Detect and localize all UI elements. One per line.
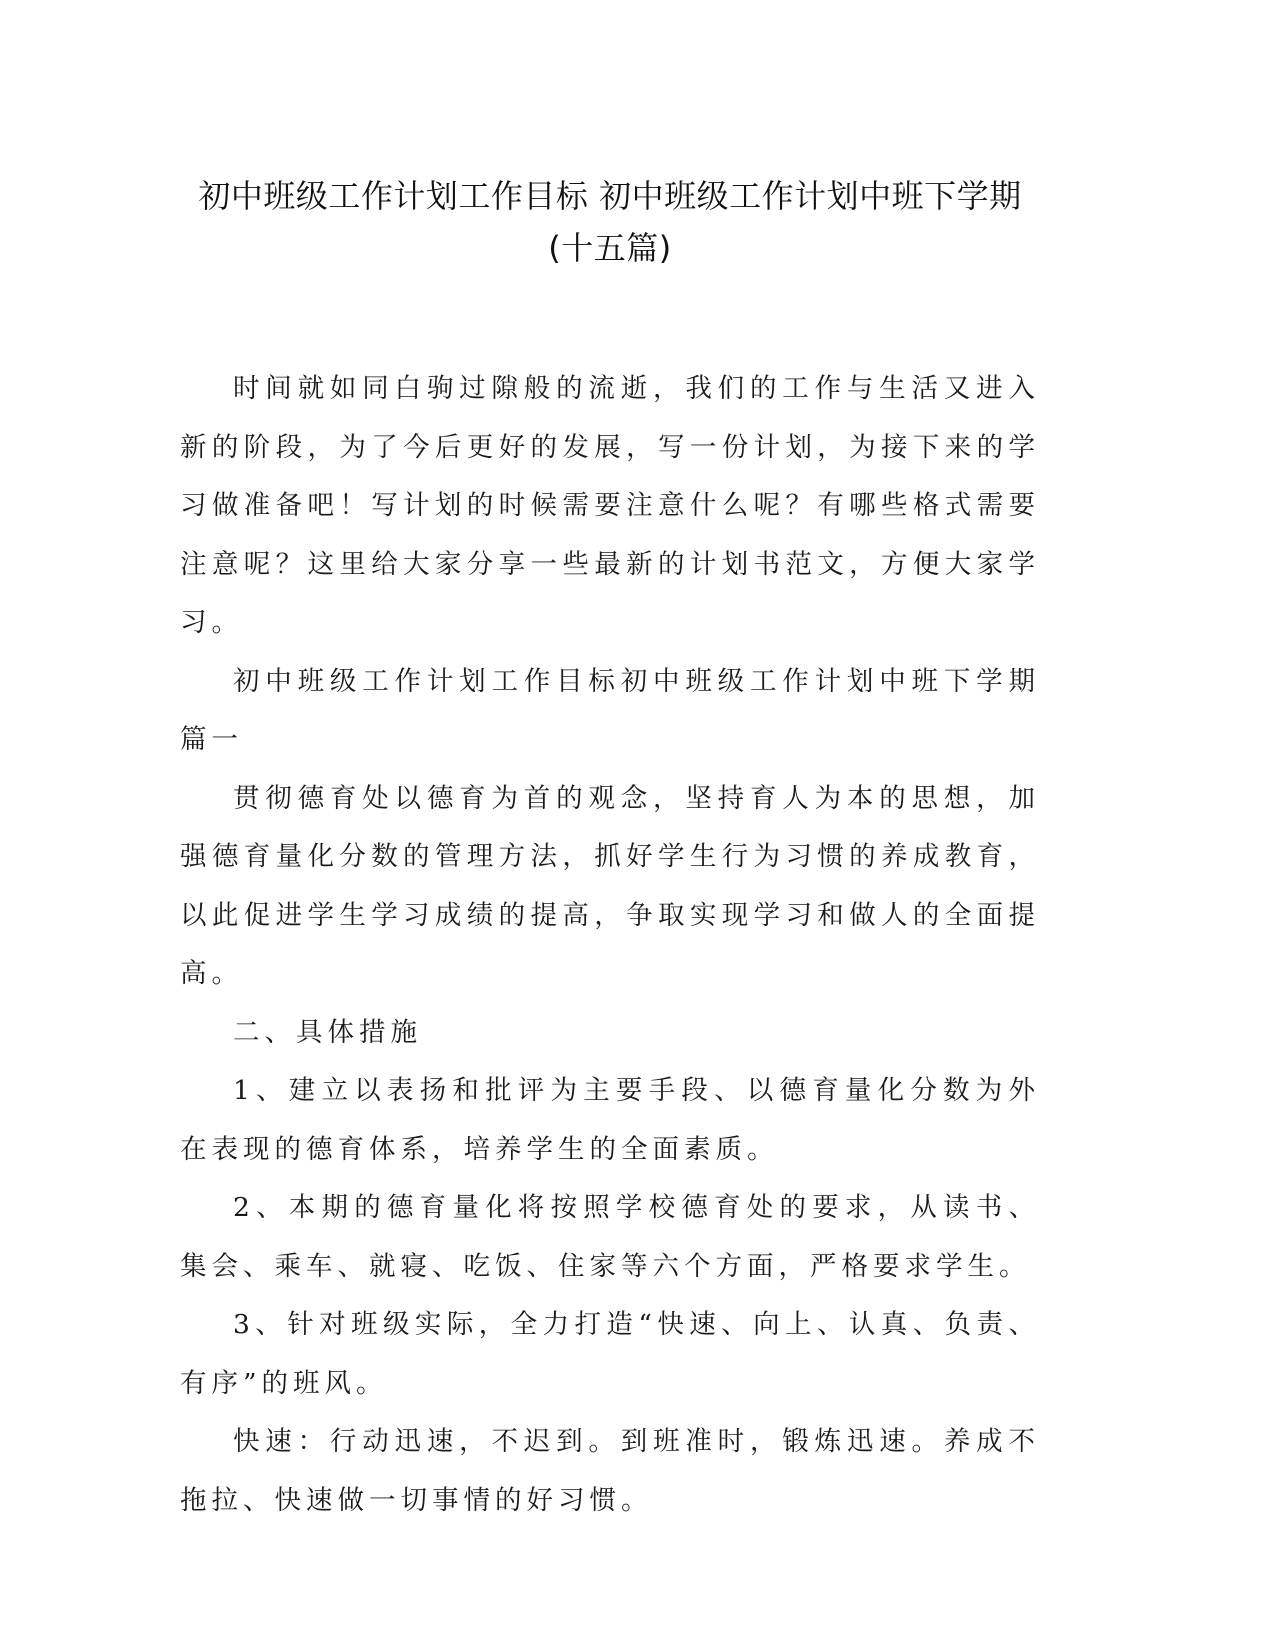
document-body bbox=[180, 360, 1040, 1530]
paragraph-measure-3: 3、针对班级实际，全力打造“快速、向上、认真、负责、有序”的班风。 bbox=[180, 1309, 1040, 1399]
paragraph-measures-heading: 二、具体措施 bbox=[233, 1016, 422, 1048]
document-title: 初中班级工作计划工作目标 初中班级工作计划中班下学期(十五篇) bbox=[198, 177, 1022, 267]
document-page bbox=[180, 170, 1040, 1530]
paragraph-section-heading: 初中班级工作计划工作目标初中班级工作计划中班下学期篇一 bbox=[180, 665, 1040, 755]
paragraph-goal: 贯彻德育处以德育为首的观念，坚持育人为本的思想，加强德育量化分数的管理方法，抓好学生行为习惯的养成教育，以此促进学生学习成绩的提高，争取实现学习和做人的全面提高。 bbox=[180, 782, 1040, 989]
paragraph-intro: 时间就如同白驹过隙般的流逝，我们的工作与生活又进入新的阶段，为了今后更好的发展，写一份计划，为接下来的学习做准备吧！写计划的时候需要注意什么呢？有哪些格式需要注意呢？这里给大家分享一些最新的计划书范文，方便大家学习。 bbox=[180, 373, 1040, 638]
paragraph-measure-1: 1、建立以表扬和批评为主要手段、以德育量化分数为外在表现的德育体系，培养学生的全面素质。 bbox=[180, 1075, 1040, 1165]
paragraph-measure-2: 2、本期的德育量化将按照学校德育处的要求，从读书、集会、乘车、就寝、吃饭、住家等六个方面，严格要求学生。 bbox=[180, 1192, 1040, 1282]
paragraph-speed: 快速：行动迅速，不迟到。到班准时，锻炼迅速。养成不拖拉、快速做一切事情的好习惯。 bbox=[180, 1426, 1040, 1516]
